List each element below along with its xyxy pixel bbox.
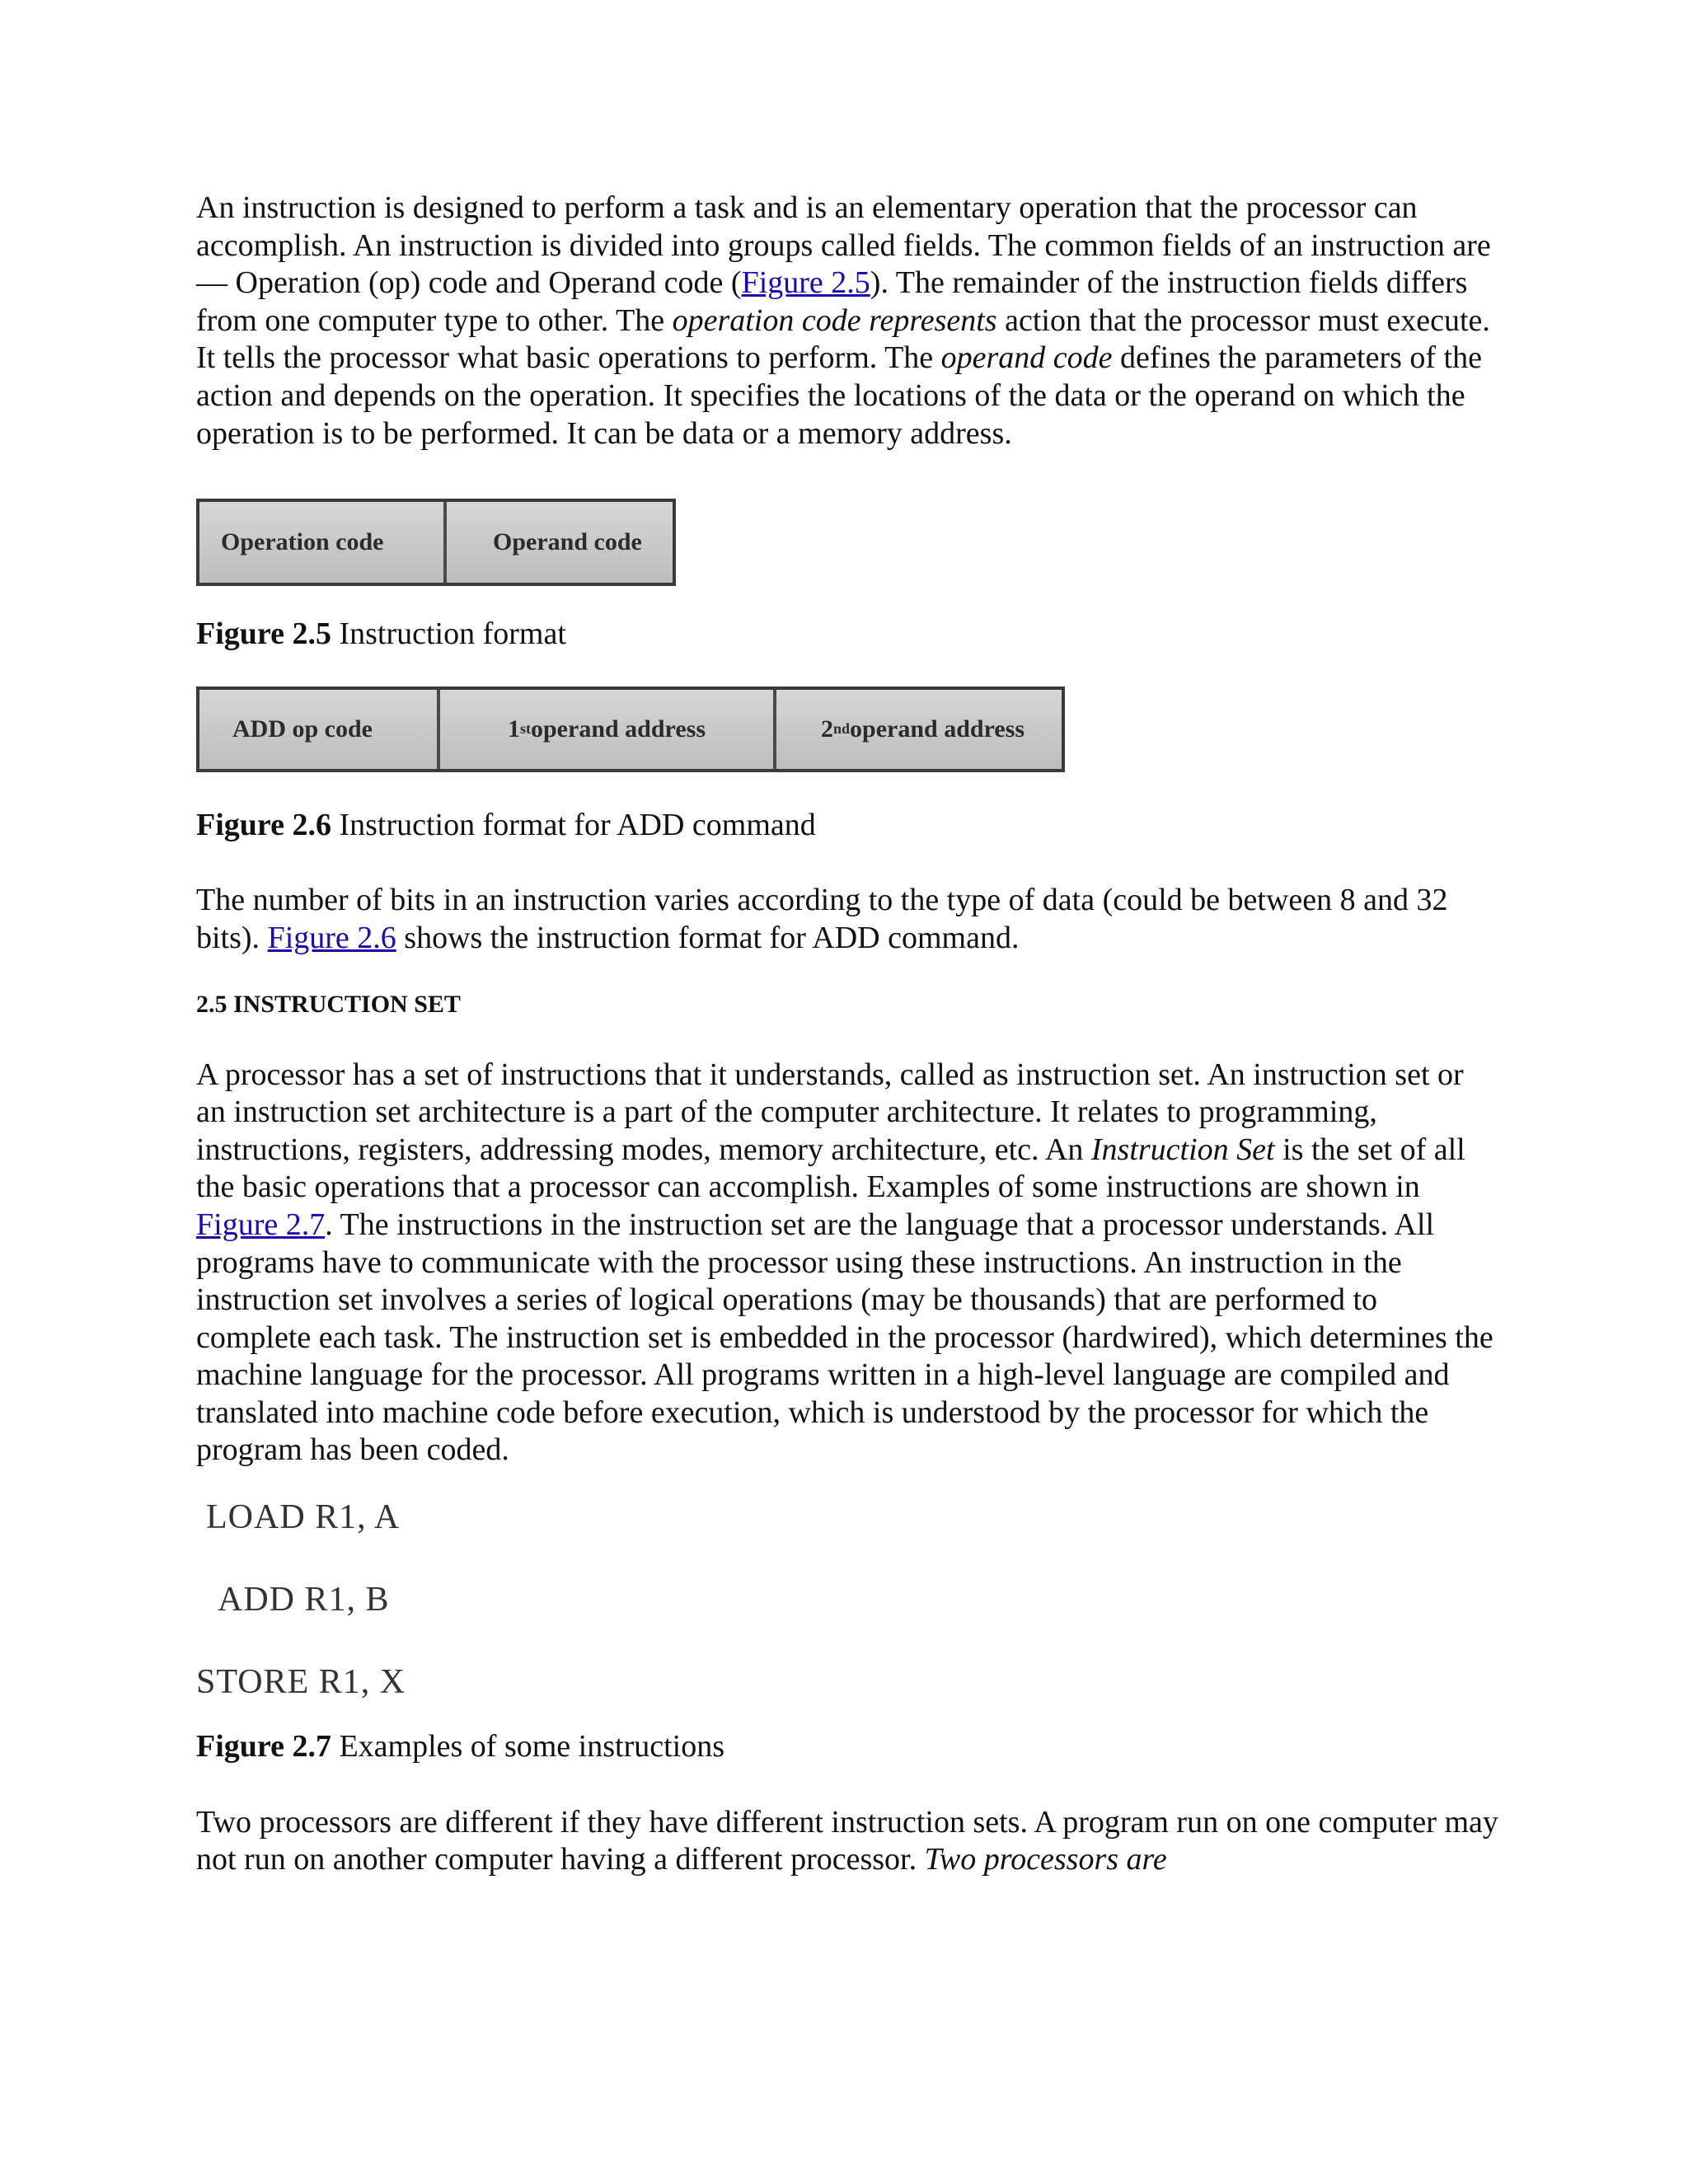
figure-2-7-caption: Figure 2.7 Examples of some instructions	[196, 1729, 724, 1765]
intro-paragraph: An instruction is designed to perform a task and is an elementary operation that the processor can accomplish. An instruction is divided into groups called fields. The common fields of an instruction are— Operation (op) code and Operand code (Figure 2.5). The remainder of the instruction fields differs from one computer type to other. The operation code represents action that the processor must execute. It tells the processor what basic operations to perform. The operand code defines the parameters of the action and depends on the operation. It specifies the locations of the data or the operand on which the operation is to be performed. It can be data or a memory address.	[196, 190, 1491, 451]
instruction-line: STORE R1, X	[196, 1663, 406, 1702]
figure-2-6-caption: Figure 2.6 Instruction format for ADD command	[196, 807, 816, 842]
add-op-code-cell: ADD op code	[199, 690, 440, 769]
figure-2-6-diagram	[196, 687, 1065, 772]
operation-code-cell: Operation code	[199, 502, 447, 583]
figure-2-7-link[interactable]: Figure 2.7	[196, 1207, 326, 1242]
figure-2-7-instructions	[196, 1497, 1498, 1702]
figure-2-6-link[interactable]: Figure 2.6	[267, 920, 396, 955]
first-operand-address-cell: 1 st operand address	[440, 690, 776, 769]
instruction-line: LOAD R1, A	[206, 1498, 401, 1537]
operand-code-cell: Operand code	[447, 502, 673, 583]
bits-paragraph: The number of bits in an instruction varies according to the type of data (could be between 8 and 32 bits). Figure 2.6 shows the instruction format for ADD command.	[196, 883, 1448, 955]
document-page	[196, 190, 1498, 1879]
instruction-line: ADD R1, B	[218, 1581, 390, 1619]
figure-2-5-diagram	[196, 499, 676, 586]
instruction-set-paragraph: A processor has a set of instructions that it understands, called as instruction set. An instruction set or an instruction set architecture is a part of the computer architecture. It relates to programming, instructions, registers, addressing modes, memory architecture, etc. An Instruction Set is the set of all the basic operations that a processor can accomplish. Examples of some instructions are shown in Figure 2.7. The instructions in the instruction set are the language that a processor understands. All programs have to communicate with the processor using these instructions. An instruction in the instruction set involves a series of logical operations (may be thousands) that are performed to complete each task. The instruction set is embedded in the processor (hardwired), which determines the machine language for the processor. All programs written in a high-level language are compiled and translated into machine code before execution, which is understood by the processor for which the program has been coded.	[196, 1057, 1493, 1468]
figure-2-5-link[interactable]: Figure 2.5	[741, 265, 870, 301]
processors-paragraph: Two processors are different if they have different instruction sets. A program run on one computer may not run on another computer having a different processor. Two processors are	[196, 1804, 1498, 1877]
second-operand-address-cell: 2 nd operand address	[776, 690, 1062, 769]
figure-2-5-caption: Figure 2.5 Instruction format	[196, 616, 566, 652]
section-heading: 2.5 INSTRUCTION SET	[196, 990, 461, 1018]
